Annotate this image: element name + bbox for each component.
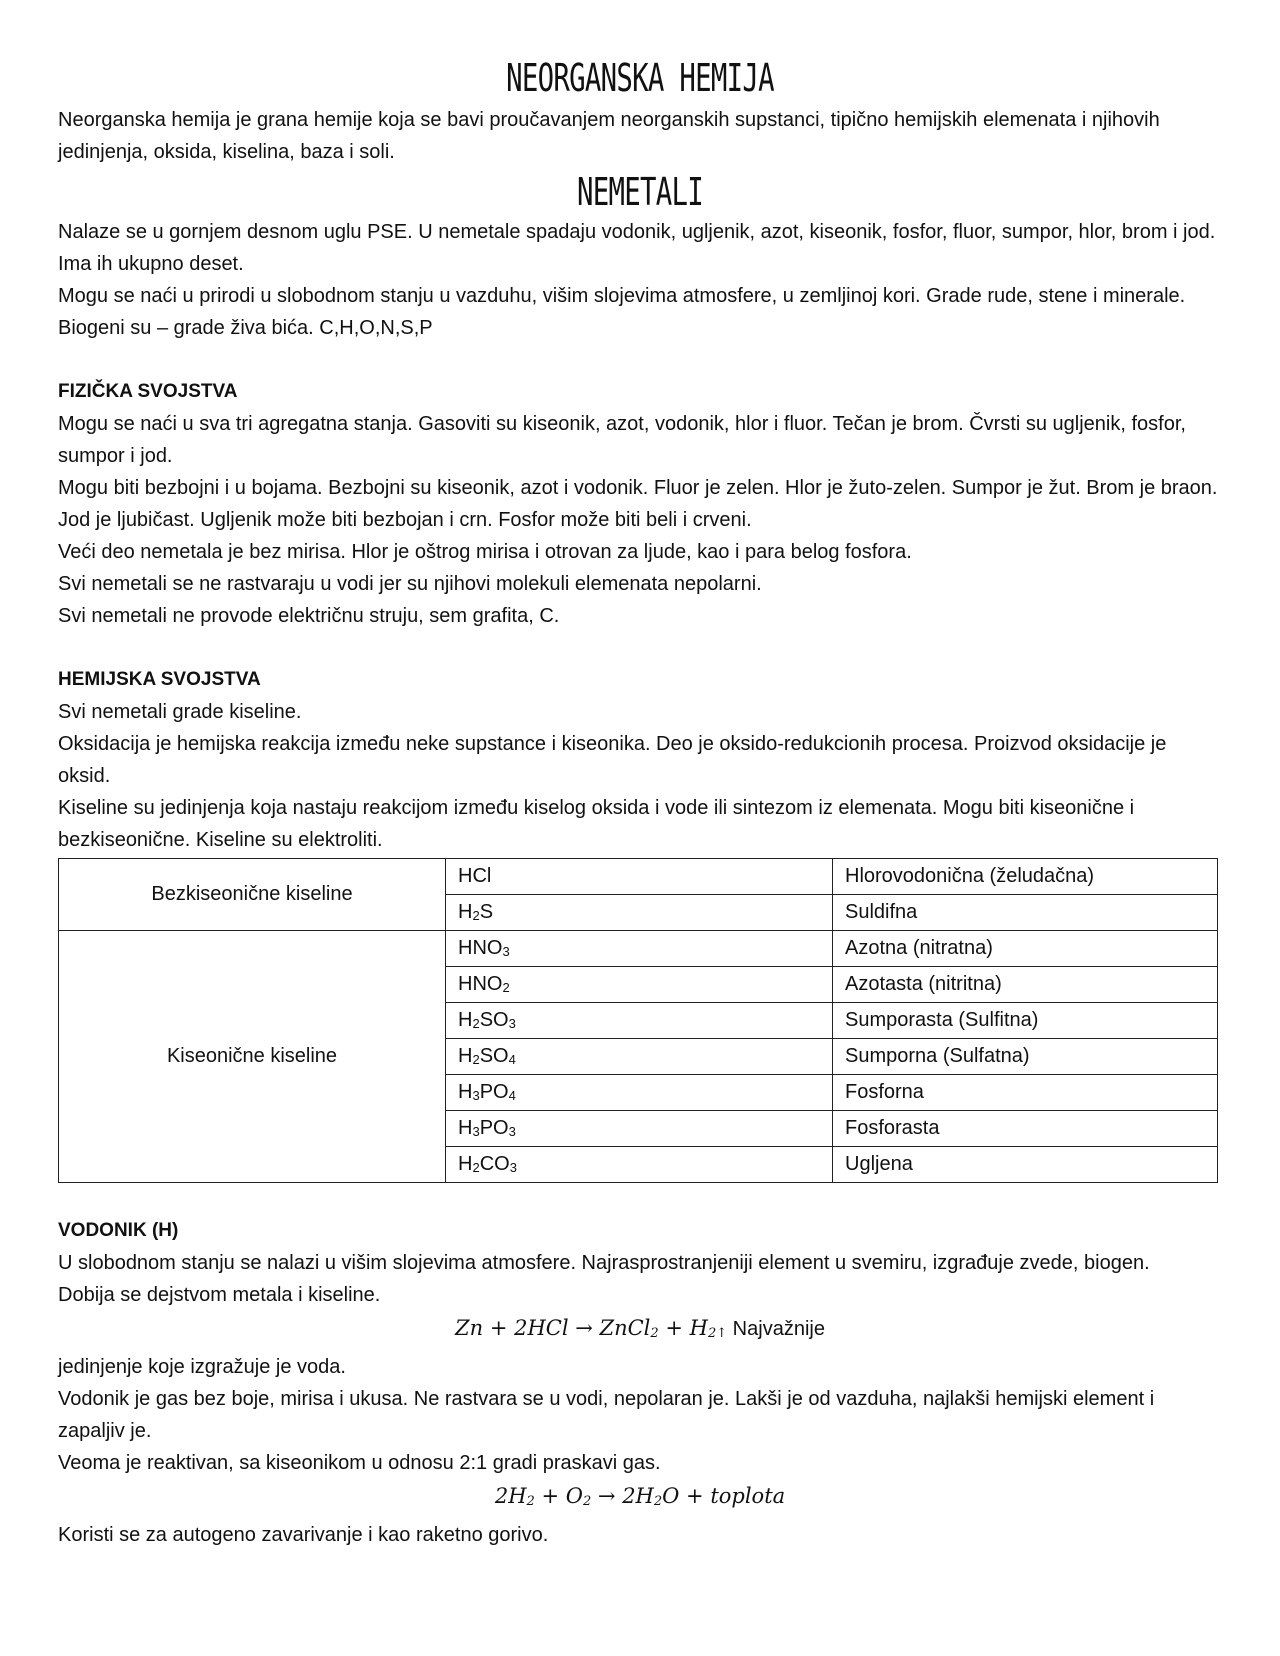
fizicka-paragraph-5: Svi nemetali ne provode električnu struju, sem grafita, C. (58, 605, 560, 627)
vodonik-paragraph-6: Koristi se za autogeno zavarivanje i kao raketno gorivo. (58, 1524, 549, 1546)
formula-part: HNO (458, 937, 503, 959)
nemetali-paragraph-2: Mogu se naći u prirodi u slobodnom stanju u vazduhu, višim slojevima atmosfere, u zemljinoj kori. Grade rude, stene i minerale. (58, 285, 1186, 307)
acid-formula (446, 967, 833, 1003)
table-row (59, 859, 1218, 895)
section-title-nemetali: NEMETALI (576, 170, 704, 214)
formula-part: S (479, 901, 494, 923)
acid-formula (446, 895, 833, 931)
eq2-part: 2H (494, 1484, 527, 1508)
formula-part: SO (479, 1009, 509, 1031)
formula-subscript: 3 (508, 1124, 516, 1139)
formula-subscript: 4 (508, 1088, 516, 1103)
eq2-sub: 2 (653, 1494, 663, 1509)
formula-subscript: 3 (502, 944, 510, 959)
acid-formula (446, 859, 833, 895)
formula-subscript: 2 (502, 980, 510, 995)
vodonik-paragraph-2: Dobija se dejstvom metala i kiseline. (58, 1284, 381, 1306)
formula-subscript: 3 (472, 1124, 480, 1139)
hemijska-paragraph-2: Oksidacija je hemijska reakcija između neke supstance i kiseonika. Deo je oksido-redukcionih procesa. Proizvod oksidacije je oksid. (58, 733, 1167, 787)
formula-part: CO (479, 1153, 510, 1175)
formula-part: H (458, 1045, 473, 1067)
vodonik-paragraph-3: jedinjenje koje izgražuje je voda. (58, 1356, 346, 1378)
hemijska-paragraph-1: Svi nemetali grade kiseline. (58, 701, 302, 723)
formula-part: H (458, 1081, 473, 1103)
eq2-part: → 2H (591, 1484, 654, 1508)
acid-name: Ugljena (833, 1147, 1218, 1183)
nemetali-paragraph-3: Biogeni su – grade živa bića. C,H,O,N,S,P (58, 317, 433, 339)
acid-name: Suldifna (833, 895, 1218, 931)
vodonik-paragraph-4: Vodonik je gas bez boje, mirisa i ukusa. Ne rastvara se u vodi, nepolaran je. Lakši je od vazduha, najlakši hemijski element i zapaljiv je. (58, 1388, 1155, 1442)
eq1-sub: 2 (650, 1326, 659, 1341)
heading-vodonik: VODONIK (H) (58, 1220, 179, 1241)
spacer (58, 1183, 1222, 1215)
fizicka-paragraph-1: Mogu se naći u sva tri agregatna stanja. Gasoviti su kiseonik, azot, vodonik, hlor i fluor. Tečan je brom. Čvrsti su ugljenik, fosfor, sumpor i jod. (58, 413, 1186, 467)
formula-subscript: 3 (509, 1160, 517, 1175)
intro-paragraph: Neorganska hemija je grana hemije koja se bavi proučavanjem neorganskih supstanci, tipično hemijskih elemenata i njihovih jedinjenja, oksida, kiselina, baza i soli. (58, 109, 1160, 163)
acid-formula (446, 1039, 833, 1075)
acid-formula (446, 1147, 833, 1183)
eq2-part: + O (534, 1484, 583, 1508)
acid-formula (446, 931, 833, 967)
acid-name: Azotna (nitratna) (833, 931, 1218, 967)
spacer (58, 632, 1222, 664)
eq1-tail-text: Najvažnije (727, 1318, 825, 1340)
fizicka-paragraph-4: Svi nemetali se ne rastvaraju u vodi jer su njihovi molekuli elemenata nepolarni. (58, 573, 762, 595)
formula-part: PO (479, 1081, 509, 1103)
formula-part: H (458, 1117, 473, 1139)
formula-part: H (458, 901, 473, 923)
hemijska-paragraph-3: Kiseline su jedinjenja koja nastaju reakcijom između kiselog oksida i vode ili sintezom iz elemenata. Mogu biti kiseonične i bezkiseonične. Kiseline su elektroliti. (58, 797, 1135, 851)
acid-formula (446, 1111, 833, 1147)
acid-table (58, 858, 1218, 1183)
eq1-part: + H (658, 1316, 708, 1340)
group-kiseonicne: Kiseonične kiseline (59, 931, 446, 1183)
fizicka-paragraph-2: Mogu biti bezbojni i u bojama. Bezbojni su kiseonik, azot i vodonik. Fluor je zelen. Hlor je žuto-zelen. Sumpor je žut. Brom je braon. Jod je ljubičast. Ugljenik može biti bezbojan i crn. Fosfor može biti beli i crveni. (58, 477, 1218, 531)
table-row (59, 931, 1218, 967)
eq2-sub: 2 (582, 1494, 592, 1509)
formula-subscript: 2 (472, 1160, 480, 1175)
acid-name: Fosforasta (833, 1111, 1218, 1147)
eq2-part: O + toplota (662, 1484, 786, 1508)
spacer (58, 344, 1222, 376)
acid-formula (446, 1075, 833, 1111)
equation-praskavi-gas (58, 1479, 1222, 1519)
formula-subscript: 3 (508, 1016, 516, 1031)
formula-subscript: 2 (472, 908, 480, 923)
acid-name: Azotasta (nitritna) (833, 967, 1218, 1003)
equation-zinc-hcl (58, 1311, 1222, 1351)
formula-subscript: 3 (472, 1088, 480, 1103)
formula-subscript: 2 (472, 1016, 480, 1031)
formula-part: PO (479, 1117, 509, 1139)
vodonik-paragraph-1: U slobodnom stanju se nalazi u višim slojevima atmosfere. Najrasprostranjeniji element u svemiru, izgrađuje zvede, biogen. (58, 1252, 1150, 1274)
eq2-sub: 2 (526, 1494, 535, 1509)
document-title: NEORGANSKA HEMIJA (506, 56, 774, 100)
acid-formula (446, 1003, 833, 1039)
formula-part: SO (479, 1045, 509, 1067)
eq1-part: Zn + 2HCl → ZnCl (455, 1316, 651, 1340)
fizicka-paragraph-3: Veći deo nemetala je bez mirisa. Hlor je oštrog mirisa i otrovan za ljude, kao i para belog fosfora. (58, 541, 912, 563)
formula-part: H (458, 1153, 473, 1175)
acid-name: Fosforna (833, 1075, 1218, 1111)
acid-name: Sumporna (Sulfatna) (833, 1039, 1218, 1075)
formula-part: HCl (458, 865, 492, 887)
formula-part: HNO (458, 973, 503, 995)
heading-fizicka-svojstva: FIZIČKA SVOJSTVA (58, 381, 238, 402)
formula-subscript: 2 (472, 1052, 480, 1067)
vodonik-paragraph-5: Veoma je reaktivan, sa kiseonikom u odnosu 2:1 gradi praskavi gas. (58, 1452, 661, 1474)
heading-hemijska-svojstva: HEMIJSKA SVOJSTVA (58, 669, 261, 690)
formula-subscript: 4 (508, 1052, 516, 1067)
formula-part: H (458, 1009, 473, 1031)
group-bezkiseonicne: Bezkiseonične kiseline (59, 859, 446, 931)
acid-name: Hlorovodonična (želudačna) (833, 859, 1218, 895)
nemetali-paragraph-1: Nalaze se u gornjem desnom uglu PSE. U nemetale spadaju vodonik, ugljenik, azot, kiseonik, fosfor, fluor, sumpor, hlor, brom i jod. Ima ih ukupno deset. (58, 221, 1216, 275)
eq1-sub: 2↑ (707, 1326, 728, 1341)
acid-name: Sumporasta (Sulfitna) (833, 1003, 1218, 1039)
